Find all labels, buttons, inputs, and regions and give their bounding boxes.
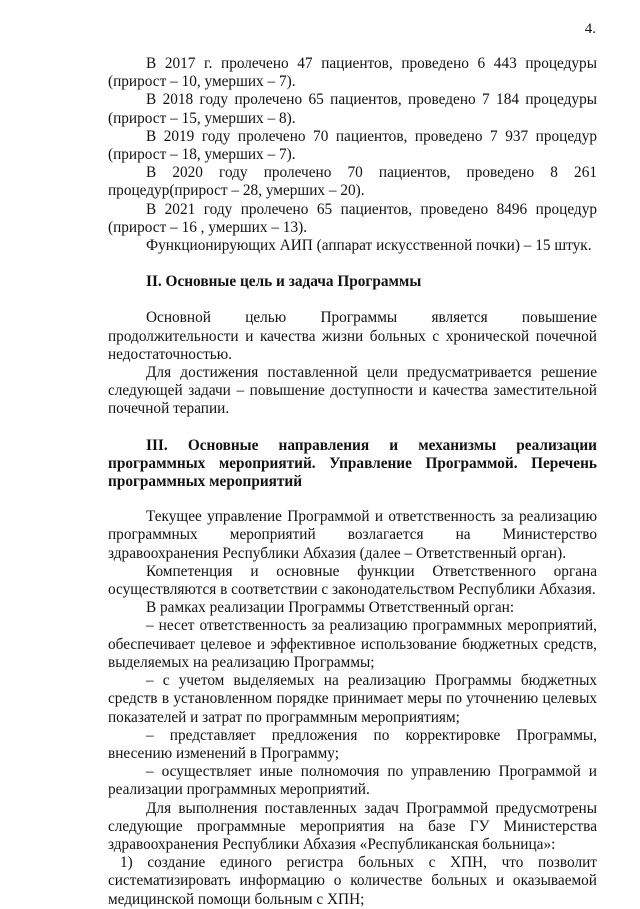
section2-task: Для достижения поставленной цели предусматривается решение следующей задачи – повышение доступности и качества заместительной почечной терапии.: [108, 364, 597, 418]
section3-measures-intro: Для выполнения поставленных задач Программой предусмотрены следующие программные мероприятия на базе ГУ Министерства здравоохранения Республики Абхазия «Республиканская больница»:: [108, 799, 597, 853]
stats-2017: В 2017 г. пролечено 47 пациентов, проведено 6 443 процедуры (прирост – 10, умерших – 7).: [108, 55, 597, 91]
section3-heading: III. Основные направления и механизмы реализации программных мероприятий. Управление Программой. Перечень программных мероприятий: [108, 436, 597, 491]
section3-management: Текущее управление Программой и ответственность за реализацию программных мероприятий возлагается на Министерство здравоохранения Республики Абхазия (далее – Ответственный орган).: [108, 508, 597, 562]
section2-goal: Основной целью Программы является повышение продолжительности и качества жизни больных с хронической почечной недостаточностью.: [108, 309, 597, 363]
section3-measure-1: 1) создание единого регистра больных с ХПН, что позволит систематизировать информацию о количестве больных и оказываемой медицинской помощи больным с ХПН;: [108, 854, 597, 908]
section2-heading: II. Основные цель и задача Программы: [146, 273, 422, 291]
stats-2018: В 2018 году пролечено 65 пациентов, проведено 7 184 процедуры (прирост – 15, умерших – 8).: [108, 91, 597, 127]
stats-2021: В 2021 году пролечено 65 пациентов, проведено 8496 процедур (прирост – 16 , умерших – 13).: [108, 200, 597, 236]
section3-duty-4: – осуществляет иные полномочия по управлению Программой и реализации программных мероприятий.: [108, 763, 597, 799]
section3-duty-2: – с учетом выделяемых на реализацию Программы бюджетных средств в установленном порядке принимает меры по уточнению целевых показателей и затрат по программным мероприятиям;: [108, 672, 597, 726]
section3-duty-3: – представляет предложения по корректировке Программы, внесению изменений в Программу;: [108, 726, 597, 762]
stats-2019: В 2019 году пролечено 70 пациентов, проведено 7 937 процедур (прирост – 18, умерших – 7).: [108, 127, 597, 164]
section3-responsible-intro: В рамках реализации Программы Ответственный орган:: [146, 599, 515, 617]
stats-2020: В 2020 году пролечено 70 пациентов, проведено 8 261 процедур(прирост – 28, умерших – 20).: [108, 164, 597, 200]
section3-competence: Компетенция и основные функции Ответственного органа осуществляются в соответствии с законодательством Республики Абхазия.: [108, 562, 597, 599]
document-body: [108, 55, 597, 909]
stats-aip-count: Функционирующих АИП (аппарат искусственной почки) – 15 штук.: [146, 237, 592, 255]
page-number: 4.: [584, 21, 596, 37]
section3-duty-1: – несет ответственность за реализацию программных мероприятий, обеспечивает целевое и эффективное использование бюджетных средств, выделяемых на реализацию Программы;: [108, 617, 597, 671]
